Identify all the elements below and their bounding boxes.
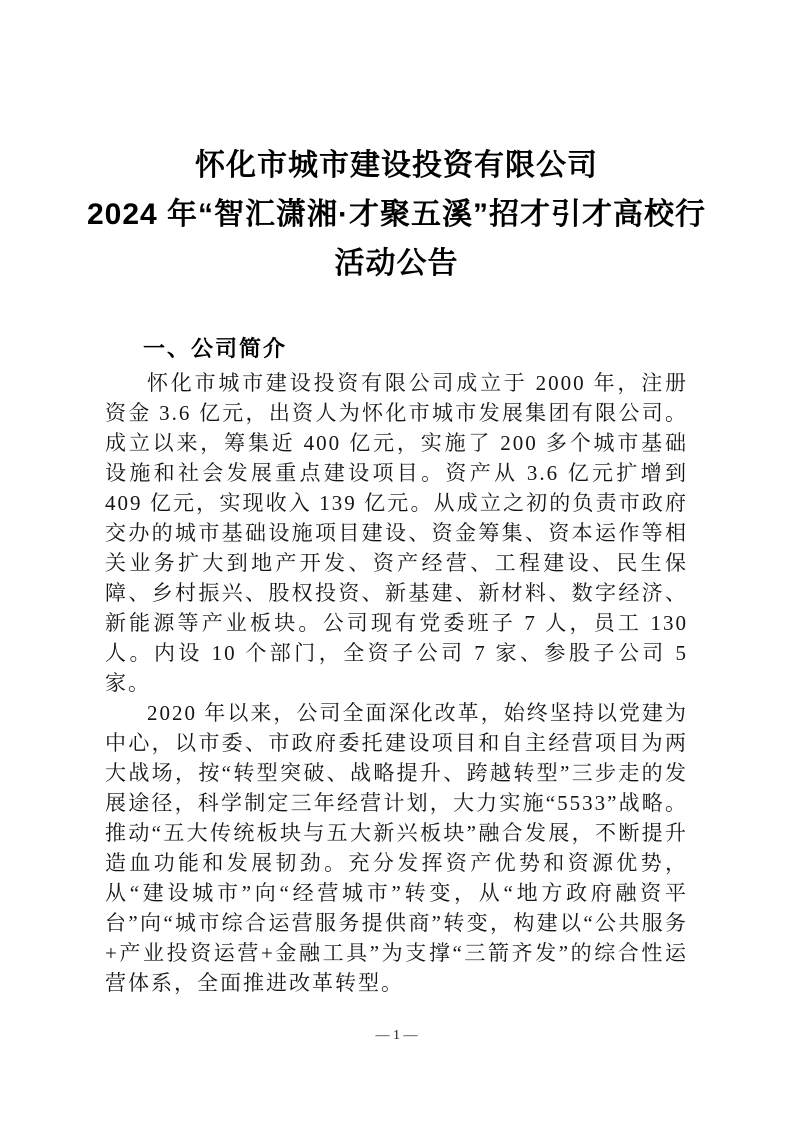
title-line-1: 怀化市城市建设投资有限公司 xyxy=(195,149,598,182)
document-title xyxy=(0,0,793,288)
document-body xyxy=(0,334,793,998)
title-line-2: 2024 年“智汇潇湘·才聚五溪”招才引才高校行 xyxy=(86,198,707,231)
page-number: — 1 — xyxy=(375,1028,418,1043)
page-footer xyxy=(0,1028,793,1044)
company-intro-paragraph-1: 怀化市城市建设投资有限公司成立于 2000 年，注册资金 3.6 亿元，出资人为怀化市城市发展集团有限公司。成立以来，筹集近 400 亿元，实施了 200 多个城市基础设施和社会发展重点建设项目。资产从 3.6 亿元扩增到 409 亿元，实现收入 139 亿元。从成立之初的负责市政府交办的城市基础设施项目建设、资金筹集、资本运作等相关业务扩大到地产开发、资产经营、工程建设、民生保障、乡村振兴、股权投资、新基建、新材料、数字经济、新能源等产业板块。公司现有党委班子 7 人，员工 130 人。内设 10 个部门，全资子公司 7 家、参股子公司 5 家。 xyxy=(105,371,688,695)
title-line-3: 活动公告 xyxy=(334,247,459,280)
section-heading-company-intro: 一、公司简介 xyxy=(143,336,288,361)
company-intro-paragraph-2: 2020 年以来，公司全面深化改革，始终坚持以党建为中心，以市委、市政府委托建设项目和自主经营项目为两大战场，按“转型突破、战略提升、跨越转型”三步走的发展途径，科学制定三年经营计划，大力实施“5533”战略。推动“五大传统板块与五大新兴板块”融合发展，不断提升造血功能和发展韧劲。充分发挥资产优势和资源优势，从“建设城市”向“经营城市”转变，从“地方政府融资平台”向“城市综合运营服务提供商”转变，构建以“公共服务+产业投资运营+金融工具”为支撑“三箭齐发”的综合性运营体系，全面推进改革转型。 xyxy=(105,701,688,995)
